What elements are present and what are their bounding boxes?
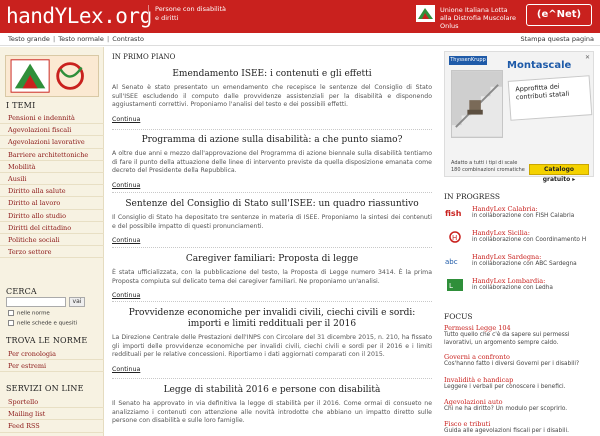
article-summary: È stata ufficializzata, con la pubblicazione del testo, la Proposta di Legge numero 3414. È la prima Proposta compiuta sul delicato tema dei caregiver familiari. Ne proponiamo un'analisi. — [112, 269, 432, 285]
service-link[interactable]: Mailing list — [0, 408, 104, 420]
search-option-schede — [8, 320, 77, 328]
article — [112, 254, 432, 299]
theme-link[interactable]: Agevolazioni fiscali — [0, 124, 104, 136]
normal-text-link[interactable]: Testo normale — [58, 35, 104, 43]
theme-link[interactable]: Terzo settore — [0, 246, 104, 258]
find-norms-nav — [0, 348, 104, 372]
article — [112, 199, 432, 244]
svg-text:abc: abc — [445, 258, 458, 266]
article-divider — [112, 129, 432, 130]
uildm-partner-name[interactable]: Unione Italiana Lotta alla Distrofia Muscolare Onlus — [440, 6, 517, 30]
article-summary: Il Consiglio di Stato ha depositato tre sentenze in materia di ISEE. Proponiamo la sintesi dei contenuti e del possibile impatto di questi pronunciamenti. — [112, 214, 432, 230]
theme-link[interactable]: Politiche sociali — [0, 234, 104, 246]
ad-features — [451, 160, 525, 174]
focus-item-description: Cos'hanno fatto i diversi Governi per i disabili? — [444, 361, 580, 367]
focus-item — [444, 376, 600, 392]
fish-calabria-logo-icon — [444, 206, 466, 220]
theme-link[interactable]: Diritti del cittadino — [0, 222, 104, 234]
continue-link[interactable]: Continua — [112, 365, 141, 373]
theme-link[interactable]: Diritto al lavoro — [0, 197, 104, 209]
progress-item-title[interactable]: HandyLex Lombardia: — [472, 277, 546, 285]
article-summary: La Direzione Centrale delle Prestazioni dell'INPS con Circolare del 31 dicembre 2015, n. 210, ha fissato gli importi delle provvidenze economiche per invalidi civili, ciechi civili e sordi per il 2016 e i limiti reddituali per le relative concessioni. Riportiamo i dati aggiornati comparati con il 2015. — [112, 334, 432, 358]
theme-link[interactable]: Diritto alla salute — [0, 185, 104, 197]
article — [112, 69, 432, 123]
svg-text:fish: fish — [445, 209, 462, 218]
theme-link[interactable]: Barriere architettoniche — [0, 149, 104, 161]
article-title[interactable]: Sentenze del Consiglio di Stato sull'ISEE: un quadro riassuntivo — [125, 199, 419, 209]
progress-item-title[interactable]: HandyLex Sicilia: — [472, 229, 530, 237]
featured-heading: IN PRIMO PIANO — [112, 53, 176, 61]
focus-item — [444, 398, 600, 414]
left-sidebar — [0, 47, 104, 436]
ad-feature: 180 combinazioni cromatiche — [451, 167, 525, 173]
stairlift-image — [451, 70, 503, 138]
focus-item-description: Leggere i verbali per conoscere i benefici. — [444, 384, 566, 390]
search-option-label: nelle schede e quesiti — [17, 320, 78, 327]
print-page-link[interactable]: Stampa questa pagina — [520, 35, 594, 43]
service-link[interactable]: Feed RSS — [0, 420, 104, 432]
continue-link[interactable]: Continua — [112, 115, 141, 123]
banner-image[interactable] — [5, 55, 99, 97]
ad-feature: Adatto a tutti i tipi di scale — [451, 160, 518, 166]
progress-item-partner: in collaborazione con ABC Sardegna — [472, 261, 577, 267]
continue-link[interactable]: Continua — [112, 181, 141, 189]
contrast-link[interactable]: Contrasto — [112, 35, 144, 43]
find-norms-heading: TROVA LE NORME — [6, 336, 88, 345]
search-option-norme — [8, 310, 50, 318]
norms-link[interactable]: Per estremi — [0, 360, 104, 372]
ledha-logo-icon — [444, 278, 466, 292]
theme-link[interactable]: Ausili — [0, 173, 104, 185]
themes-nav — [0, 112, 104, 258]
article — [112, 385, 432, 426]
site-header — [0, 0, 600, 33]
ad-title: Montascale — [507, 60, 572, 71]
progress-item — [444, 277, 600, 295]
focus-item-description: Chi ne ha diritto? Un modulo per scoprirlo. — [444, 406, 568, 412]
site-tagline: Persone con disabilità e diritti — [148, 5, 228, 23]
article — [112, 308, 432, 373]
focus-item-title[interactable]: Fisco e tributi — [444, 420, 491, 428]
focus-item — [444, 420, 600, 436]
focus-item — [444, 353, 600, 369]
text-size-links — [8, 33, 144, 45]
ad-brand-logo: ThyssenKrupp — [450, 57, 486, 63]
article-title[interactable]: Legge di stabilità 2016 e persone con disabilità — [163, 385, 381, 395]
close-icon[interactable]: ✕ — [584, 54, 591, 61]
focus-item-description: Tutto quello che c'è da sapere sui permessi lavorativi, un argomento sempre caldo. — [444, 332, 570, 346]
search-submit-button[interactable]: vai — [69, 297, 85, 307]
in-progress-heading: IN PROGRESS — [444, 192, 501, 201]
enet-logo[interactable]: (e^Net) — [526, 4, 592, 26]
article-divider — [112, 378, 432, 379]
article-divider — [112, 301, 432, 302]
progress-item-partner: in collaborazione con Ledha — [472, 285, 553, 291]
coordinamento-h-logo-icon — [444, 230, 466, 244]
article-divider — [112, 247, 432, 248]
large-text-link[interactable]: Testo grande — [8, 35, 50, 43]
theme-link[interactable]: Diritto allo studio — [0, 210, 104, 222]
free-catalog-button[interactable]: Catalogo gratuito ▸ — [529, 164, 589, 175]
article-title[interactable]: Programma di azione sulla disabilità: a che punto siamo? — [141, 135, 403, 145]
theme-link[interactable]: Mobilità — [0, 161, 104, 173]
progress-item-partner: in collaborazione con Coordinamento H — [472, 237, 587, 243]
service-link[interactable]: Sportello — [0, 396, 104, 408]
progress-item-title[interactable]: HandyLex Sardegna: — [472, 253, 542, 261]
svg-text:H: H — [452, 234, 458, 242]
focus-item-title[interactable]: Permessi Legge 104 — [444, 324, 511, 332]
search-heading: CERCA — [6, 287, 37, 296]
article-title[interactable]: Caregiver familiari: Proposta di legge — [185, 254, 359, 264]
search-norme-checkbox[interactable] — [8, 310, 14, 316]
progress-item-title[interactable]: HandyLex Calabria: — [472, 205, 538, 213]
search-option-label: nelle norme — [17, 310, 50, 317]
article — [112, 135, 432, 189]
article-summary: Il Senato ha approvato in via definitiva la legge di stabilità per il 2016. Come ormai di consueto ne analizziamo i contenuti con attenzione alle novità introdotte che abbiano un impatto diretto sulle persone con disabilità e sulle loro famiglie. — [112, 400, 432, 424]
continue-link[interactable]: Continua — [112, 292, 141, 299]
separator: | — [106, 35, 110, 43]
search-schede-checkbox[interactable] — [8, 320, 14, 326]
progress-item — [444, 253, 600, 271]
article-summary: Al Senato è stato presentato un emendamento che recepisce le sentenze del Consiglio di Stato sull'ISEE escludendo il computo dalle provvidenze assistenziali per la disabilità e disponendo aggiustamenti correttivi. Proponiamo l'analisi del testo e dei possibili effetti. — [112, 84, 432, 108]
abc-sardegna-logo-icon — [444, 254, 466, 268]
article-divider — [112, 192, 432, 193]
theme-link[interactable]: Agevolazioni lavorative — [0, 136, 104, 148]
themes-heading: I TEMI — [6, 101, 36, 110]
focus-item-title[interactable]: Governi a confronto — [444, 353, 510, 361]
accessibility-bar — [0, 33, 600, 46]
online-services-heading: SERVIZI ON LINE — [6, 384, 84, 393]
theme-link[interactable]: Pensioni e indennità — [0, 112, 104, 124]
focus-item-title[interactable]: Invalidità e handicap — [444, 376, 514, 384]
advertisement[interactable] — [444, 51, 594, 183]
main-content — [106, 47, 434, 436]
separator: | — [52, 35, 56, 43]
progress-item — [444, 205, 600, 223]
norms-link[interactable]: Per cronologia — [0, 348, 104, 360]
uildm-logo-icon[interactable] — [416, 5, 435, 22]
svg-text:L: L — [449, 282, 453, 290]
article-summary: A oltre due anni e mezzo dall'approvazione del Programma di azione biennale sulla disabilità tentiamo di fare il punto della attuazione delle linee di intervento previste da quella disposizione emanata come decreto del Presidente della Repubblica. — [112, 150, 432, 174]
article-title[interactable]: Emendamento ISEE: i contenuti e gli effetti — [172, 69, 372, 79]
focus-item-title[interactable]: Agevolazioni auto — [444, 398, 503, 406]
progress-item — [444, 229, 600, 247]
ad-promo-text: Approfitta dei contributi statali — [508, 75, 593, 121]
focus-item-description: Guida alle agevolazioni fiscali per i disabili. — [444, 428, 569, 434]
right-sidebar — [438, 47, 600, 436]
online-services-nav — [0, 396, 104, 433]
focus-heading: FOCUS — [444, 312, 473, 321]
continue-link[interactable]: Continua — [112, 237, 141, 244]
article-title[interactable]: Provvidenze economiche per invalidi civili, ciechi civili e sordi: importi e limiti reddituali per il 2016 — [128, 308, 416, 329]
focus-item — [444, 324, 600, 347]
site-logo[interactable]: handYLex.org — [6, 4, 152, 28]
search-input[interactable] — [6, 297, 66, 307]
progress-item-partner: in collaborazione con FISH Calabria — [472, 213, 575, 219]
